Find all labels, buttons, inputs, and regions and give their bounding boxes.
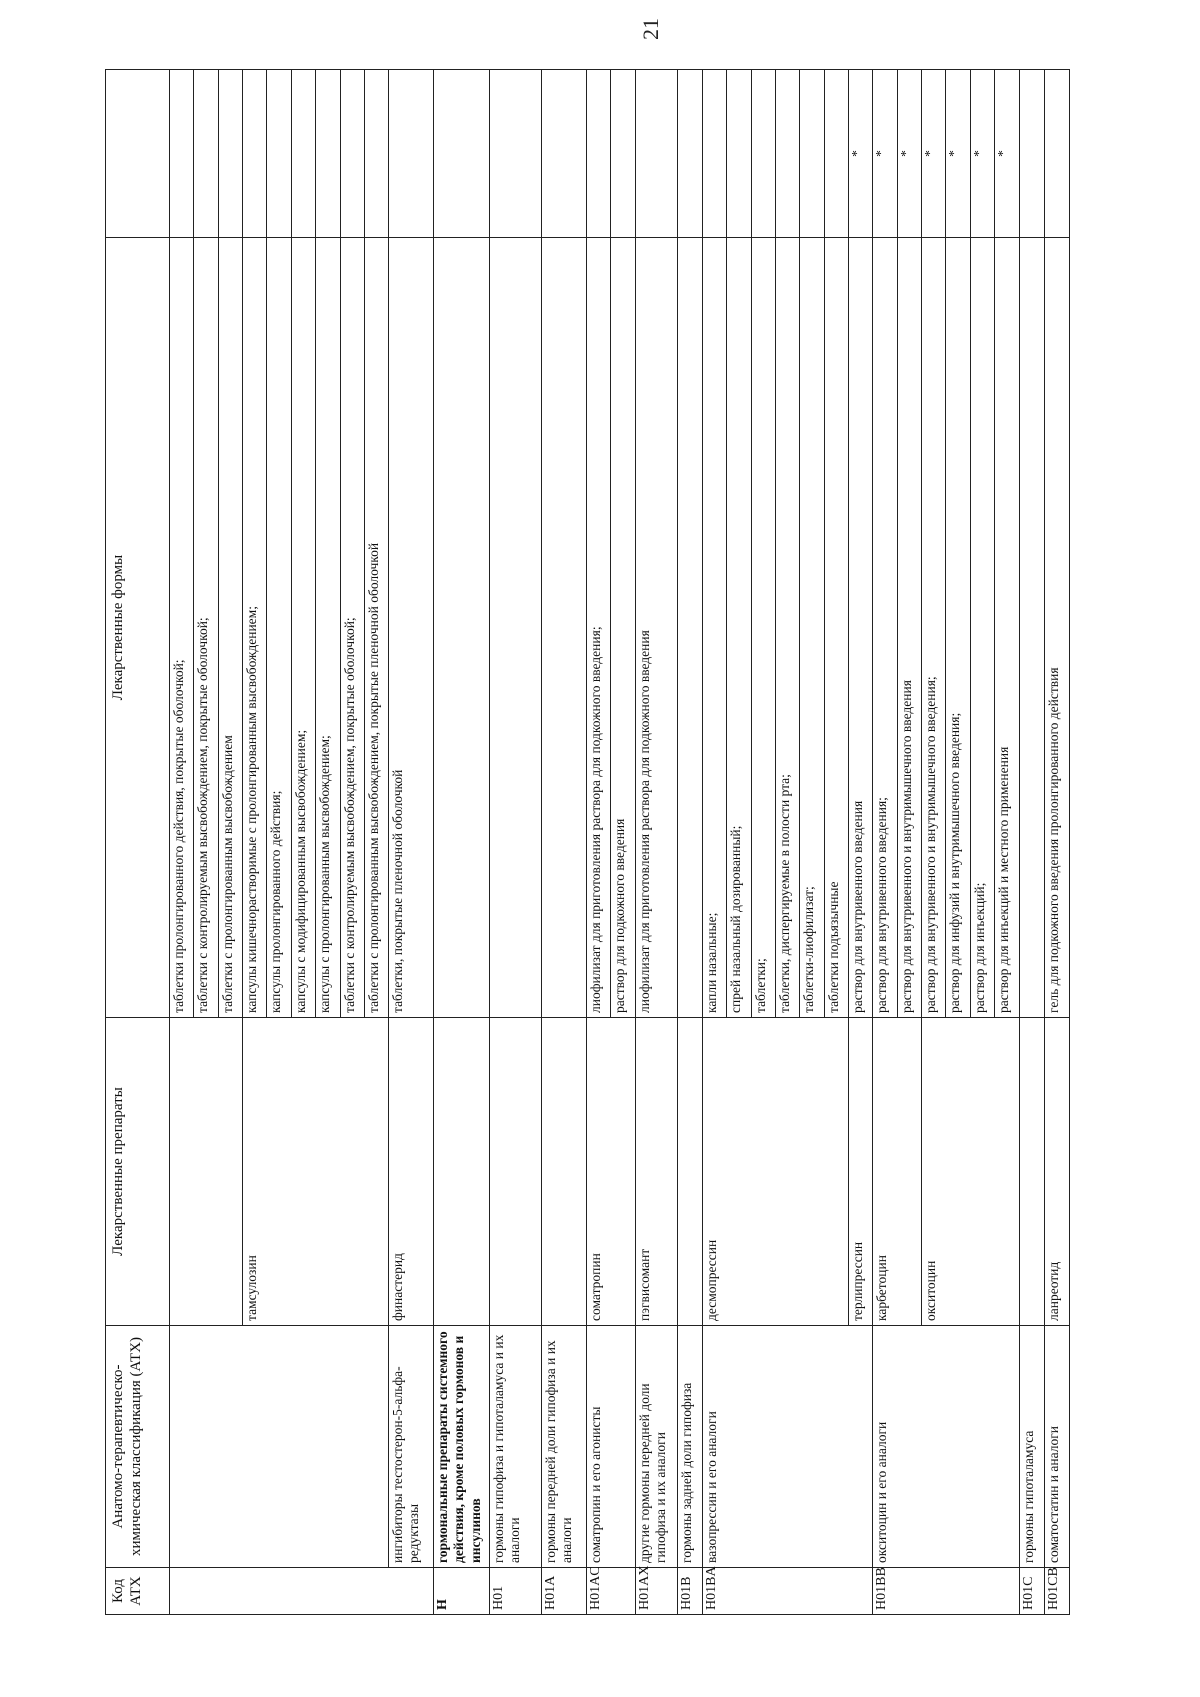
atc-cell: ингибиторы тестостерон-5-альфа-редуктазы <box>389 1326 434 1568</box>
mark-cell <box>243 70 267 238</box>
mark-cell <box>677 70 702 238</box>
mark-cell <box>800 70 824 238</box>
form-cell: спрей назальный дозированный; <box>727 238 751 1018</box>
header-atc: Анатомо-терапевтическо-химическая классификация (АТХ) <box>106 1326 170 1568</box>
page-number: 21 <box>638 18 663 40</box>
atc-cell <box>170 1326 389 1568</box>
mark-cell <box>218 70 242 238</box>
form-cell: таблетки, диспергируемые в полости рта; <box>775 238 799 1018</box>
drug-cell <box>677 1018 702 1326</box>
mark-cell <box>434 70 490 238</box>
drug-cell <box>434 1018 490 1326</box>
rotated-table-container <box>105 70 1070 1615</box>
mark-cell <box>364 70 388 238</box>
atc-cell: гормоны задней доли гипофиза <box>677 1326 702 1568</box>
mark-cell <box>727 70 751 238</box>
drug-cell <box>170 1018 243 1326</box>
drug-cell <box>490 1018 542 1326</box>
atc-cell: соматропин и его агонисты <box>587 1326 636 1568</box>
mark-cell <box>824 70 848 238</box>
form-cell: капсулы с модифицированным высвобождением; <box>291 238 315 1018</box>
header-drug: Лекарственные препараты <box>106 1018 170 1326</box>
form-cell: таблетки с контролируемым высвобождением, покрытые оболочкой; <box>194 238 218 1018</box>
form-cell: раствор для внутривенного введения; <box>873 238 897 1018</box>
form-cell: лиофилизат для приготовления раствора для подкожного введения <box>635 238 677 1018</box>
code-cell: H01BA <box>702 1568 873 1615</box>
form-cell: раствор для инъекций и местного применения <box>995 238 1019 1018</box>
header-form: Лекарственные формы <box>106 238 170 1018</box>
code-cell: H01B <box>677 1568 702 1615</box>
drug-cell: карбетоцин <box>873 1018 922 1326</box>
table-header <box>106 70 170 1615</box>
form-cell: капли назальные; <box>702 238 726 1018</box>
form-cell: таблетки пролонгированного действия, покрытые оболочкой; <box>170 238 194 1018</box>
mark-cell: * <box>922 70 946 238</box>
form-cell: таблетки подъязычные <box>824 238 848 1018</box>
mark-cell: * <box>873 70 897 238</box>
drug-cell: финастерид <box>389 1018 434 1326</box>
form-cell: капсулы кишечнорастворимые с пролонгированным высвобождением; <box>243 238 267 1018</box>
code-cell: H01BB <box>873 1568 1019 1615</box>
header-mark <box>106 70 170 238</box>
mark-cell <box>751 70 775 238</box>
mark-cell <box>542 70 587 238</box>
mark-cell <box>267 70 291 238</box>
drug-cell: тамсулозин <box>243 1018 389 1326</box>
mark-cell <box>1019 70 1044 238</box>
form-cell <box>1019 238 1044 1018</box>
form-cell: раствор для инфузий и внутримышечного введения; <box>946 238 970 1018</box>
drug-cell: пэгвисомант <box>635 1018 677 1326</box>
mark-cell <box>389 70 434 238</box>
drug-table <box>105 69 1070 1615</box>
atc-cell: гормоны передней доли гипофиза и их аналоги <box>542 1326 587 1568</box>
header-code: Код АТХ <box>106 1568 170 1615</box>
mark-cell: * <box>946 70 970 238</box>
form-cell: таблетки-лиофилизат; <box>800 238 824 1018</box>
code-cell: H01 <box>490 1568 542 1615</box>
mark-cell: * <box>970 70 994 238</box>
mark-cell <box>775 70 799 238</box>
atc-cell: вазопрессин и его аналоги <box>702 1326 873 1568</box>
code-cell: H01CB <box>1044 1568 1069 1615</box>
mark-cell <box>611 70 635 238</box>
atc-cell: соматостатин и аналоги <box>1044 1326 1069 1568</box>
form-cell <box>434 238 490 1018</box>
mark-cell <box>490 70 542 238</box>
code-cell: H <box>434 1568 490 1615</box>
form-cell: гель для подкожного введения пролонгированного действия <box>1044 238 1069 1018</box>
code-cell: H01AX <box>635 1568 677 1615</box>
table-body <box>170 70 1070 1615</box>
form-cell: раствор для подкожного введения <box>611 238 635 1018</box>
atc-cell: гормональные препараты системного действия, кроме половых гормонов и инсулинов <box>434 1326 490 1568</box>
drug-cell: ланреотид <box>1044 1018 1069 1326</box>
drug-cell: соматропин <box>587 1018 636 1326</box>
mark-cell: * <box>897 70 921 238</box>
mark-cell <box>1044 70 1069 238</box>
mark-cell: * <box>849 70 873 238</box>
form-cell: таблетки с пролонгированным высвобождением <box>218 238 242 1018</box>
mark-cell <box>702 70 726 238</box>
form-cell: лиофилизат для приготовления раствора для подкожного введения; <box>587 238 611 1018</box>
mark-cell: * <box>995 70 1019 238</box>
form-cell: таблетки с пролонгированным высвобождением, покрытые пленочной оболочкой <box>364 238 388 1018</box>
mark-cell <box>340 70 364 238</box>
atc-cell: гормоны гипоталамуса <box>1019 1326 1044 1568</box>
form-cell <box>542 238 587 1018</box>
form-cell: таблетки, покрытые пленочной оболочкой <box>389 238 434 1018</box>
form-cell: раствор для внутривенного и внутримышечного введения; <box>922 238 946 1018</box>
drug-cell: десмопрессин <box>702 1018 848 1326</box>
mark-cell <box>291 70 315 238</box>
form-cell: капсулы пролонгированного действия; <box>267 238 291 1018</box>
form-cell: таблетки; <box>751 238 775 1018</box>
code-cell: H01AC <box>587 1568 636 1615</box>
atc-cell: гормоны гипофиза и гипоталамуса и их аналоги <box>490 1326 542 1568</box>
form-cell: таблетки с контролируемым высвобождением, покрытые оболочкой; <box>340 238 364 1018</box>
drug-cell <box>1019 1018 1044 1326</box>
atc-cell: окситоцин и его аналоги <box>873 1326 1019 1568</box>
form-cell: раствор для внутривенного и внутримышечного введения <box>897 238 921 1018</box>
form-cell: капсулы с пролонгированным высвобождением; <box>316 238 340 1018</box>
mark-cell <box>587 70 611 238</box>
atc-cell: другие гормоны передней доли гипофиза и их аналоги <box>635 1326 677 1568</box>
drug-cell <box>542 1018 587 1326</box>
mark-cell <box>635 70 677 238</box>
form-cell <box>677 238 702 1018</box>
code-cell: H01A <box>542 1568 587 1615</box>
mark-cell <box>316 70 340 238</box>
form-cell: раствор для внутривенного введения <box>849 238 873 1018</box>
drug-cell: терлипрессин <box>849 1018 873 1326</box>
mark-cell <box>194 70 218 238</box>
mark-cell <box>170 70 194 238</box>
form-cell <box>490 238 542 1018</box>
drug-cell: окситоцин <box>922 1018 1019 1326</box>
code-cell <box>170 1568 434 1615</box>
form-cell: раствор для инъекций; <box>970 238 994 1018</box>
code-cell: H01C <box>1019 1568 1044 1615</box>
